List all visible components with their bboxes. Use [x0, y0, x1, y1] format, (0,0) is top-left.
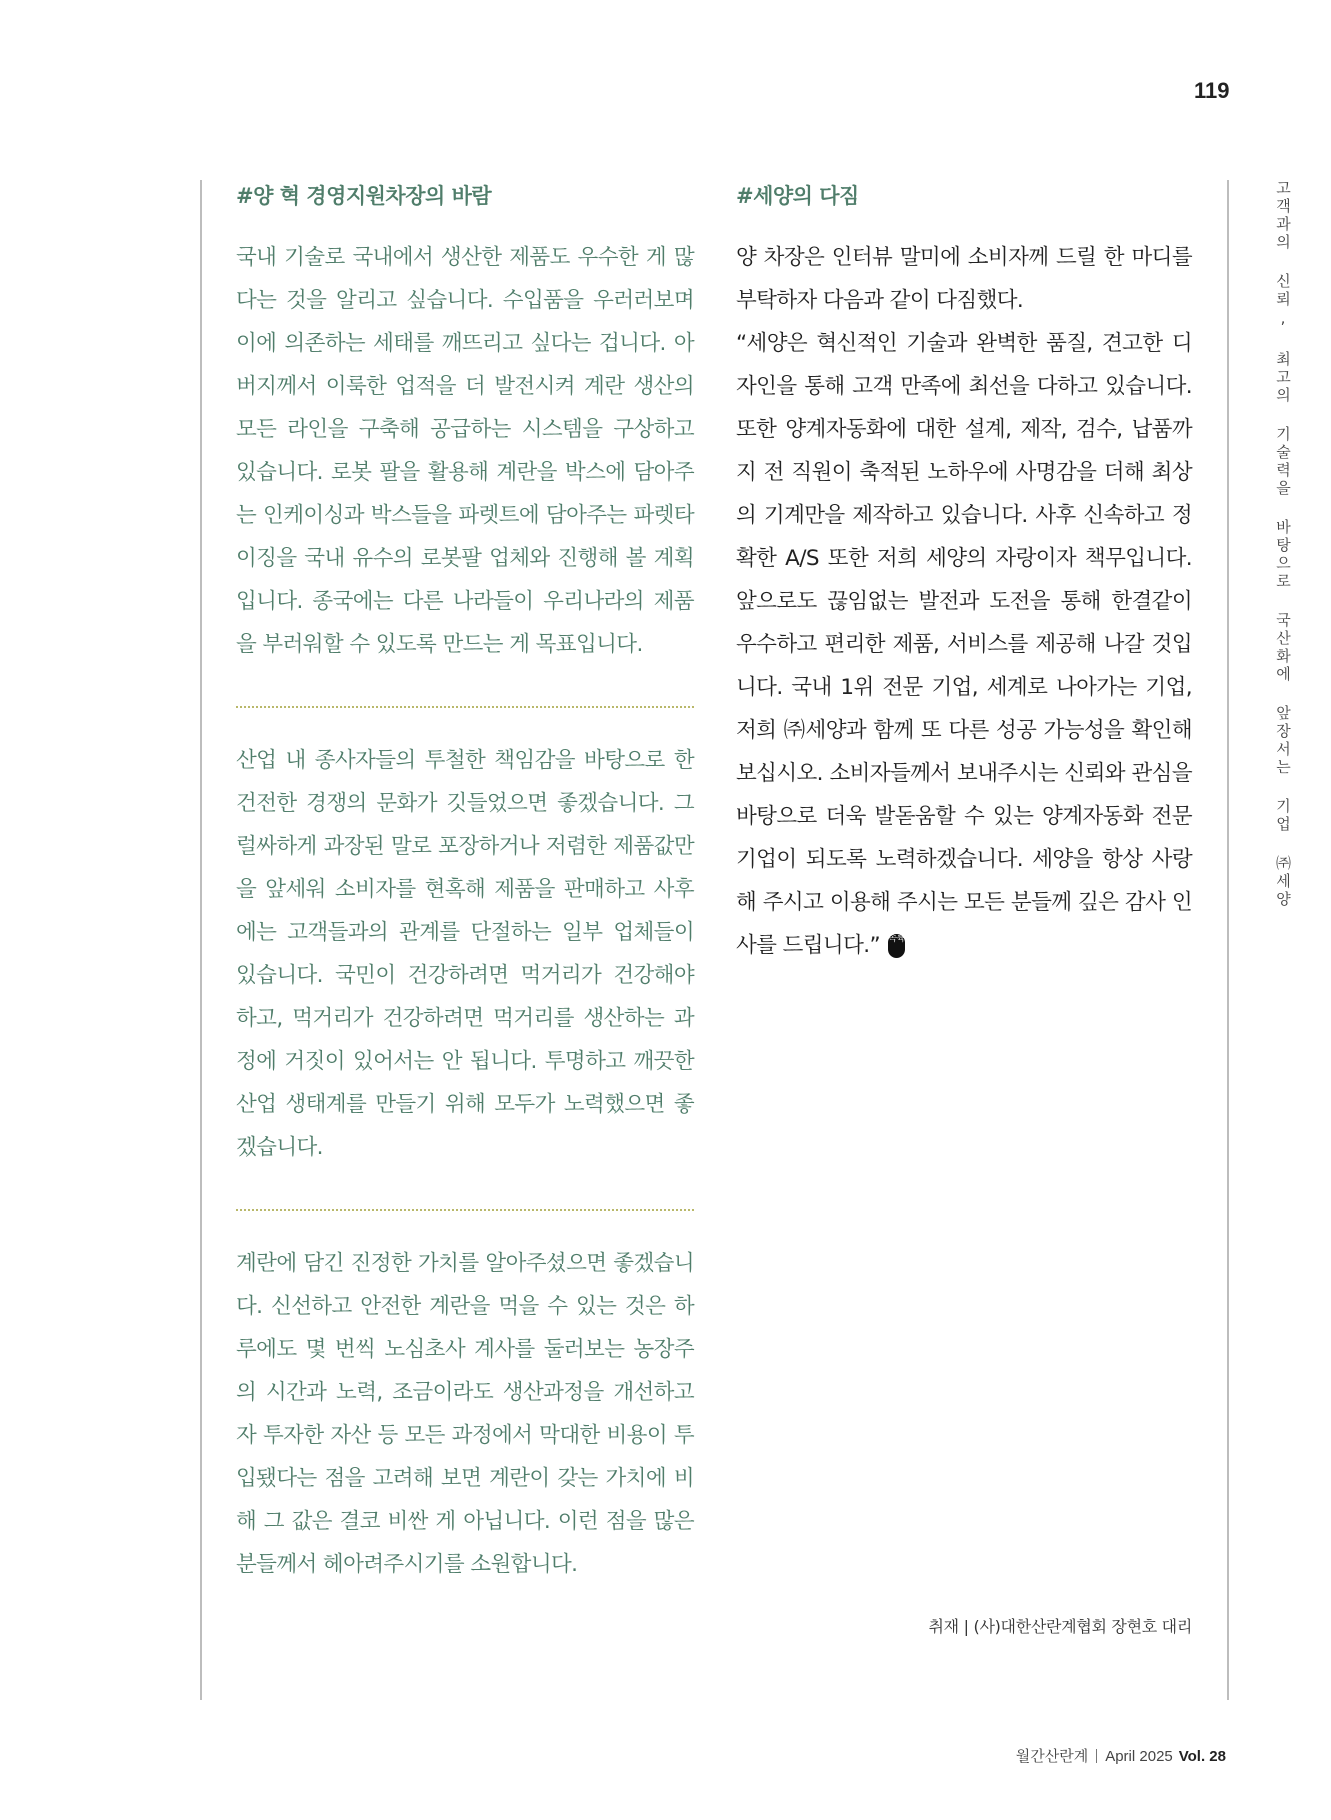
dotted-divider: [236, 1209, 694, 1211]
right-paragraph-2: [736, 322, 1192, 967]
right-vertical-rule: [1227, 180, 1229, 1700]
right-paragraph-1: 양 차장은 인터뷰 말미에 소비자께 드릴 한 마디를 부탁하자 다음과 같이 다짐했다.: [736, 245, 1192, 313]
page-footer: [1016, 1745, 1226, 1766]
left-paragraph-2: 산업 내 종사자들의 투철한 책임감을 바탕으로 한 건전한 경쟁의 문화가 깃들었으면 좋겠습니다. 그럴싸하게 과장된 말로 포장하거나 저렴한 제품값만을 앞세워 소비자를 현혹해 제품을 판매하고 사후에는 고객들과의 관계를 단절하는 일부 업체들이 있습니다. 국민이 건강하려면 먹거리가 건강해야 하고, 먹거리가 건강하려면 먹거리를 생산하는 과정에 거짓이 있어서는 안 됩니다. 투명하고 깨끗한 산업 생태계를 만들기 위해 모두가 노력했으면 좋겠습니다.: [236, 748, 694, 1160]
right-column-heading: #세양의 다짐: [736, 184, 859, 208]
side-running-title: 고객과의 신뢰, 최고의 기술력을 바탕으로 국산화에 앞장서는 기업 ㈜세양: [1274, 180, 1292, 909]
right-column: [736, 236, 1192, 967]
footer-magazine: 월간산란계: [1015, 1748, 1089, 1765]
reporter-credit: 취재 | (사)대한산란계협회 장현호 대리: [928, 1617, 1192, 1636]
footer-issue: April 2025: [1105, 1748, 1173, 1765]
left-paragraph-1: 국내 기술로 국내에서 생산한 제품도 우수한 게 많다는 것을 알리고 싶습니다. 수입품을 우러러보며 이에 의존하는 세태를 깨뜨리고 싶다는 겁니다. 아버지께서 이룩한 업적을 더 발전시켜 계란 생산의 모든 라인을 구축해 공급하는 시스템을 구상하고 있습니다. 로봇 팔을 활용해 계란을 박스에 담아주는 인케이싱과 박스들을 파렛트에 담아주는 파렛타이징을 국내 유수의 로봇팔 업체와 진행해 볼 계획입니다. 종국에는 다른 나라들이 우리나라의 제품을 부러워할 수 있도록 만드는 게 목표입니다.: [236, 245, 694, 657]
right-paragraph-2-text: “세양은 혁신적인 기술과 완벽한 품질, 견고한 디자인을 통해 고객 만족에 최선을 다하고 있습니다. 또한 양계자동화에 대한 설계, 제작, 검수, 납품까지 전 직원이 축적된 노하우에 사명감을 더해 최상의 기계만을 제작하고 있습니다. 사후 신속하고 정확한 A/S 또한 저희 세양의 자랑이자 책무입니다. 앞으로도 끊임없는 발전과 도전을 통해 한결같이 우수하고 편리한 제품, 서비스를 제공해 나갈 것입니다. 국내 1위 전문 기업, 세계로 나아가는 기업, 저희 ㈜세양과 함께 또 다른 성공 가능성을 확인해 보십시오. 소비자들께서 보내주시는 신뢰와 관심을 바탕으로 더욱 발돋움할 수 있는 양계자동화 전문 기업이 되도록 노력하겠습니다. 세양을 항상 사랑해 주시고 이용해 주시는 모든 분들께 깊은 감사 인사를 드립니다.”: [736, 331, 1192, 958]
end-mark-icon: 속륙: [888, 934, 905, 958]
left-column-heading: #양 혁 경영지원차장의 바람: [236, 184, 492, 208]
dotted-divider: [236, 706, 694, 708]
footer-volume: Vol. 28: [1178, 1748, 1226, 1765]
page-number: 119: [1194, 78, 1230, 103]
left-column: [236, 236, 694, 1586]
left-paragraph-3: 계란에 담긴 진정한 가치를 알아주셨으면 좋겠습니다. 신선하고 안전한 계란을 먹을 수 있는 것은 하루에도 몇 번씩 노심초사 계사를 둘러보는 농장주의 시간과 노력, 조금이라도 생산과정을 개선하고자 투자한 자산 등 모든 과정에서 막대한 비용이 투입됐다는 점을 고려해 보면 계란이 갖는 가치에 비해 그 값은 결코 비싼 게 아닙니다. 이런 점을 많은 분들께서 헤아려주시기를 소원합니다.: [236, 1251, 694, 1577]
left-vertical-rule: [200, 180, 202, 1700]
footer-separator: [1096, 1749, 1097, 1763]
